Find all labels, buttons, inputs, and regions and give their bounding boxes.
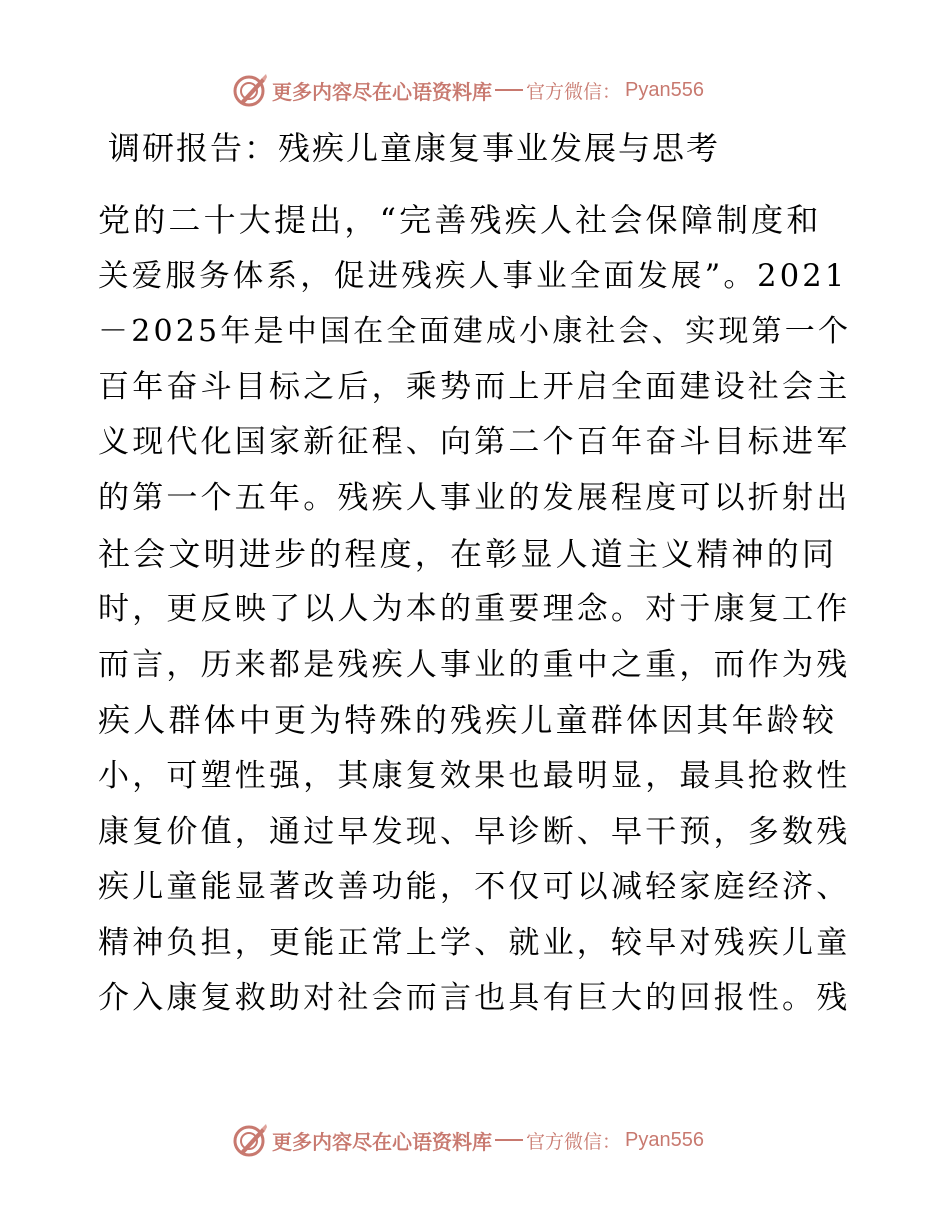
- body-line: 社会文明进步的程度，在彰显人道主义精神的同: [98, 534, 838, 573]
- body-line: 康复价值，通过早发现、早诊断、早干预，多数残: [98, 813, 851, 850]
- body-line: 介入康复救助对社会而言也具有巨大的回报性。残: [98, 980, 851, 1017]
- body-line: 小，可塑性强，其康复效果也最明显，最具抢救性: [98, 757, 851, 794]
- body-line: 而言，历来都是残疾人事业的重中之重，而作为残: [98, 646, 851, 683]
- document-body: [98, 193, 858, 1027]
- banner-wechat-label: 官方微信：: [526, 80, 622, 103]
- banner-slogan: 更多内容尽在心语资料库: [272, 1129, 492, 1154]
- banner-wechat-label: 官方微信：: [526, 1130, 622, 1153]
- body-line: 疾人群体中更为特殊的残疾儿童群体因其年龄较: [98, 701, 838, 740]
- body-line: 的第一个五年。残疾人事业的发展程度可以折射出: [98, 479, 851, 516]
- body-line: 百年奋斗目标之后，乘势而上开启全面建设社会主: [98, 368, 851, 405]
- banner-slogan: 更多内容尽在心语资料库: [272, 79, 492, 104]
- pen-logo-icon: [232, 72, 268, 108]
- body-line: 时，更反映了以人为本的重要理念。对于康复工作: [98, 591, 851, 628]
- footer-watermark-banner: [232, 1120, 712, 1160]
- pen-logo-icon: [232, 1122, 268, 1158]
- body-line: 疾儿童能显著改善功能，不仅可以减轻家庭经济、: [98, 869, 851, 906]
- body-line: 关爱服务体系，促进残疾人事业全面发展”。2021: [98, 258, 848, 294]
- body-line: 精神负担，更能正常上学、就业，较早对残疾儿童: [98, 924, 851, 961]
- banner-wechat-id: Pyan556: [625, 78, 704, 101]
- body-line: 义现代化国家新征程、向第二个百年奋斗目标进军: [98, 424, 851, 461]
- banner-dash: [495, 89, 523, 91]
- banner-dash: [495, 1139, 523, 1141]
- document-title: 调研报告：残疾儿童康复事业发展与思考: [108, 129, 721, 167]
- body-line: 党的二十大提出，“完善残疾人社会保障制度和: [98, 201, 822, 239]
- body-line: －2025年是中国在全面建成小康社会、实现第一个: [98, 314, 852, 350]
- header-watermark-banner: [232, 70, 712, 110]
- banner-wechat-id: Pyan556: [625, 1128, 704, 1151]
